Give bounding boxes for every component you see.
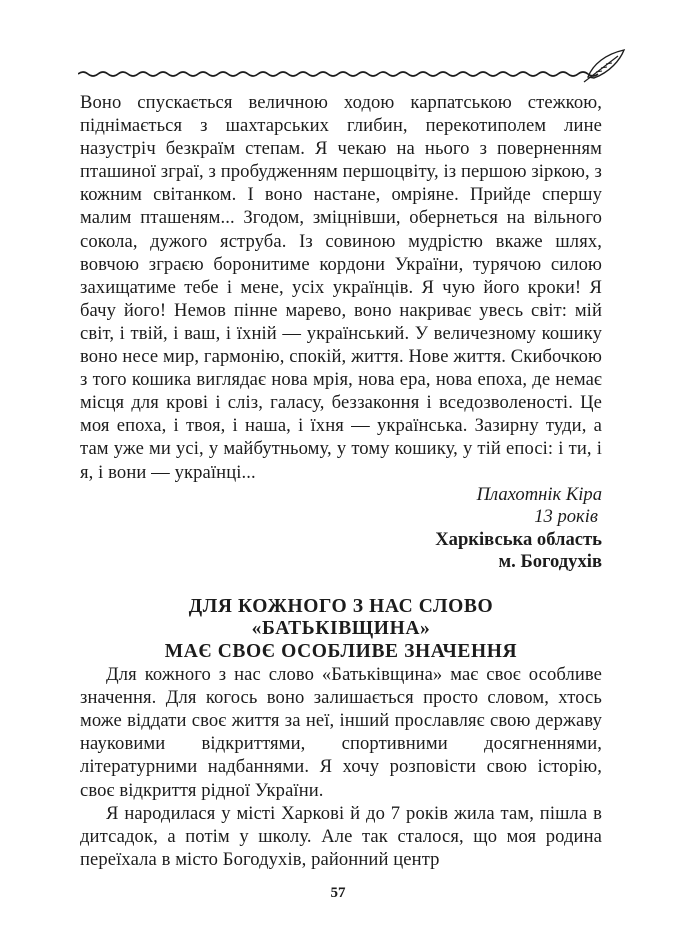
author-age: 13 років [534, 506, 598, 528]
wavy-line [78, 72, 598, 76]
article-title-line-1: ДЛЯ КОЖНОГО З НАС СЛОВО [188, 595, 494, 617]
author-city: м. Богодухів [498, 551, 602, 573]
article-paragraph-2: Я народилася у місті Харкові й до 7 років жила там, пішла в дитсадок, а потім у школу. Але так сталося, що моя родина переїхала в місто Богодухів, районний центр [80, 802, 602, 870]
article-title-line-2: «БАТЬКІВЩИНА» [251, 618, 431, 640]
story-paragraph: Воно спускається величною ходою карпатською стежкою, піднімається з шахтарських глибин, перекотиполем лине назустріч безкраїм степам. Я чекаю на нього з поверненням пташиної зграї, з пробудженням першоцвіту, із першою зіркою, з кожним світанком. І воно настане, омріяне. Прийде спершу малим пташеням... Згодом, зміцнівши, обернеться на вільного сокола, дужого яструба. Із совиною мудрістю вкаже шлях, вовчою зграєю боронитиме кордони України, турячою силою захищатиме тебе і мене, усіх українців. Я чую його кроки! Я бачу його! Немов пінне марево, воно накриває увесь світ: мій світ, і твій, і ваш, і їхній — український. У величезному кошику воно несе мир, гармонію, спокій, життя. Нове життя. Скибочкою з того кошика виглядає нова мрія, нова ера, нова епоха, де немає місця для крові і сліз, галасу, беззаконня і вседозволеності. Це моя епоха, і твоя, і наша, і їхня — українська. Зазирну туди, а там уже ми усі, у майбутньому, у тому кошику, у тій епосі: і ти, і я, і вони — українці... [80, 92, 602, 483]
article-title [80, 596, 602, 664]
author-name: Плахотнік Кіра [476, 483, 602, 505]
page-content [80, 91, 602, 871]
author-region: Харківська область [435, 528, 602, 550]
page-number: 57 [330, 885, 346, 901]
article-paragraph-1: Для кожного з нас слово «Батьківщина» має своє особливе значення. Для когось воно залишається просто словом, хтось може віддати своє життя за неї, інший прославляє свою державу науковими відкриттями, спортивними досягненнями, літературними надбаннями. Я хочу розповісти свою історію, своє відкриття рідної України. [80, 664, 602, 801]
feather-ornament-icon [78, 44, 626, 88]
signature-block [80, 484, 602, 574]
article-title-line-3: МАЄ СВОЄ ОСОБЛИВЕ ЗНАЧЕННЯ [164, 640, 518, 662]
